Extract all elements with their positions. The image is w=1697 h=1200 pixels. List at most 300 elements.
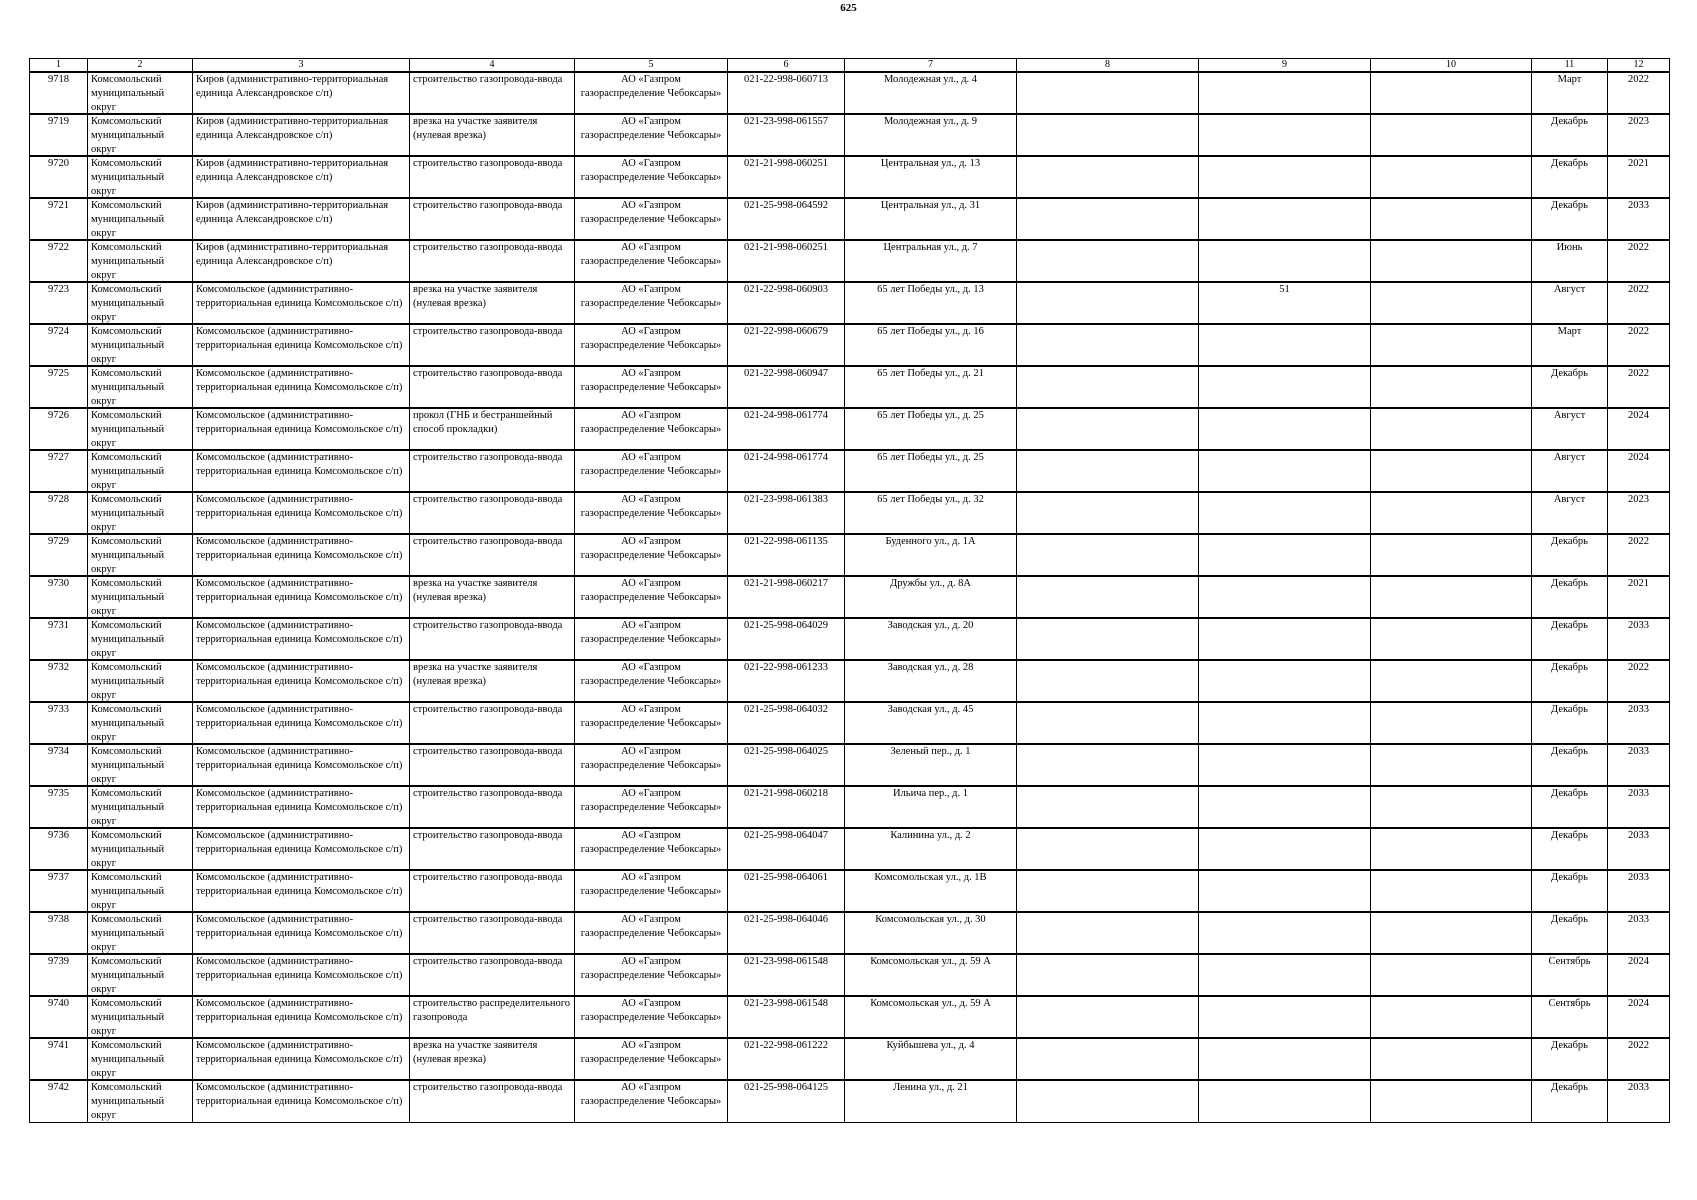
record-number-cell-text: 9730 — [48, 578, 69, 589]
address-cell-text: Буденного ул., д. 1А — [885, 536, 976, 547]
organization-cell-text: АО «Газпром газораспределение Чебоксары» — [580, 284, 722, 309]
organization-cell-text: АО «Газпром газораспределение Чебоксары» — [580, 410, 722, 435]
work-type-cell — [410, 702, 575, 744]
month-cell-text: Декабрь — [1551, 1082, 1588, 1093]
work-type-cell-text: строительство газопровода-ввода — [413, 1082, 563, 1093]
district-cell-text: Комсомольский муниципальный округ — [91, 326, 165, 365]
address-cell — [845, 702, 1017, 744]
month-cell-text: Декабрь — [1551, 158, 1588, 169]
work-type-cell-text: строительство газопровода-ввода — [413, 494, 563, 505]
application-number-cell-text: 021-23-998-061383 — [744, 494, 828, 505]
column-header: 12 — [1608, 59, 1670, 73]
address-cell — [845, 156, 1017, 198]
month-cell — [1532, 198, 1608, 240]
work-type-cell — [410, 492, 575, 534]
year-cell-text: 2022 — [1628, 662, 1649, 673]
work-type-cell-text: строительство газопровода-ввода — [413, 788, 563, 799]
column-8-cell — [1017, 786, 1199, 828]
month-cell — [1532, 366, 1608, 408]
settlement-cell — [193, 954, 410, 996]
organization-cell-text: АО «Газпром газораспределение Чебоксары» — [580, 872, 722, 897]
year-cell-text: 2022 — [1628, 368, 1649, 379]
address-cell — [845, 744, 1017, 786]
month-cell-text: Декабрь — [1551, 536, 1588, 547]
district-cell-text: Комсомольский муниципальный округ — [91, 410, 165, 449]
organization-cell — [575, 408, 728, 450]
district-cell — [88, 114, 193, 156]
column-10-cell — [1371, 324, 1532, 366]
work-type-cell — [410, 618, 575, 660]
record-number-cell — [30, 282, 88, 324]
district-cell — [88, 450, 193, 492]
organization-cell — [575, 744, 728, 786]
column-9-cell — [1199, 660, 1371, 702]
year-cell — [1608, 72, 1670, 114]
application-number-cell-text: 021-25-998-064025 — [744, 746, 828, 757]
work-type-cell-text: строительство газопровода-ввода — [413, 872, 563, 883]
record-number-cell — [30, 996, 88, 1038]
year-cell — [1608, 702, 1670, 744]
settlement-cell — [193, 744, 410, 786]
settlement-cell — [193, 492, 410, 534]
column-9-cell — [1199, 282, 1371, 324]
column-9-cell — [1199, 996, 1371, 1038]
year-cell-text: 2022 — [1628, 536, 1649, 547]
application-number-cell-text: 021-25-998-064125 — [744, 1082, 828, 1093]
year-cell-text: 2033 — [1628, 788, 1649, 799]
district-cell-text: Комсомольский муниципальный округ — [91, 662, 165, 701]
organization-cell — [575, 366, 728, 408]
work-type-cell — [410, 408, 575, 450]
organization-cell-text: АО «Газпром газораспределение Чебоксары» — [580, 746, 722, 771]
address-cell-text: 65 лет Победы ул., д. 25 — [877, 410, 984, 421]
work-type-cell — [410, 828, 575, 870]
application-number-cell — [728, 72, 845, 114]
application-number-cell-text: 021-23-998-061548 — [744, 998, 828, 1009]
year-cell-text: 2033 — [1628, 914, 1649, 925]
month-cell — [1532, 576, 1608, 618]
column-header: 1 — [30, 59, 88, 73]
column-10-cell — [1371, 450, 1532, 492]
table-row — [30, 618, 1670, 660]
year-cell-text: 2023 — [1628, 494, 1649, 505]
district-cell — [88, 324, 193, 366]
column-8-cell — [1017, 1080, 1199, 1122]
month-cell — [1532, 240, 1608, 282]
record-number-cell — [30, 744, 88, 786]
settlement-cell — [193, 408, 410, 450]
record-number-cell-text: 9740 — [48, 998, 69, 1009]
organization-cell-text: АО «Газпром газораспределение Чебоксары» — [580, 494, 722, 519]
work-type-cell — [410, 870, 575, 912]
record-number-cell — [30, 450, 88, 492]
application-number-cell-text: 021-25-998-064061 — [744, 872, 828, 883]
district-cell-text: Комсомольский муниципальный округ — [91, 620, 165, 659]
organization-cell — [575, 618, 728, 660]
year-cell — [1608, 198, 1670, 240]
address-cell — [845, 366, 1017, 408]
organization-cell-text: АО «Газпром газораспределение Чебоксары» — [580, 452, 722, 477]
settlement-cell-text: Комсомольское (административно-территориальная единица Комсомольское с/п) — [196, 704, 403, 729]
record-number-cell — [30, 324, 88, 366]
work-type-cell — [410, 954, 575, 996]
district-cell — [88, 828, 193, 870]
month-cell-text: Декабрь — [1551, 662, 1588, 673]
application-number-cell-text: 021-22-998-061233 — [744, 662, 828, 673]
record-number-cell — [30, 534, 88, 576]
work-type-cell — [410, 72, 575, 114]
table-body — [30, 72, 1670, 1122]
month-cell — [1532, 1080, 1608, 1122]
district-cell — [88, 744, 193, 786]
column-10-cell — [1371, 744, 1532, 786]
record-number-cell — [30, 72, 88, 114]
organization-cell — [575, 198, 728, 240]
column-8-cell — [1017, 240, 1199, 282]
month-cell-text: Декабрь — [1551, 1040, 1588, 1051]
table-row — [30, 282, 1670, 324]
address-cell — [845, 870, 1017, 912]
record-number-cell-text: 9728 — [48, 494, 69, 505]
organization-cell-text: АО «Газпром газораспределение Чебоксары» — [580, 578, 722, 603]
work-type-cell — [410, 198, 575, 240]
settlement-cell — [193, 660, 410, 702]
column-8-cell — [1017, 366, 1199, 408]
address-cell — [845, 996, 1017, 1038]
address-cell-text: Центральная ул., д. 13 — [880, 158, 981, 169]
address-cell — [845, 450, 1017, 492]
district-cell-text: Комсомольский муниципальный округ — [91, 74, 165, 113]
column-8-cell — [1017, 198, 1199, 240]
column-header: 10 — [1371, 59, 1532, 73]
record-number-cell-text: 9733 — [48, 704, 69, 715]
year-cell-text: 2021 — [1628, 158, 1649, 169]
column-10-cell — [1371, 114, 1532, 156]
column-10-cell — [1371, 1080, 1532, 1122]
month-cell-text: Декабрь — [1551, 368, 1588, 379]
work-type-cell-text: строительство газопровода-ввода — [413, 914, 563, 925]
settlement-cell-text: Комсомольское (административно-территориальная единица Комсомольское с/п) — [196, 872, 403, 897]
address-cell — [845, 408, 1017, 450]
month-cell — [1532, 618, 1608, 660]
organization-cell — [575, 870, 728, 912]
column-9-cell — [1199, 786, 1371, 828]
work-type-cell — [410, 786, 575, 828]
month-cell-text: Август — [1553, 284, 1586, 295]
record-number-cell — [30, 1038, 88, 1080]
column-9-cell-text: 51 — [1279, 284, 1290, 295]
year-cell-text: 2024 — [1628, 410, 1649, 421]
settlement-cell — [193, 114, 410, 156]
organization-cell — [575, 534, 728, 576]
column-9-cell — [1199, 114, 1371, 156]
month-cell-text: Август — [1553, 494, 1586, 505]
organization-cell — [575, 954, 728, 996]
organization-cell-text: АО «Газпром газораспределение Чебоксары» — [580, 116, 722, 141]
settlement-cell — [193, 240, 410, 282]
column-header: 6 — [728, 59, 845, 73]
column-8-cell — [1017, 996, 1199, 1038]
table-row — [30, 996, 1670, 1038]
application-number-cell-text: 021-22-998-060947 — [744, 368, 828, 379]
column-9-cell — [1199, 870, 1371, 912]
table-row — [30, 72, 1670, 114]
record-number-cell-text: 9720 — [48, 158, 69, 169]
column-9-cell — [1199, 954, 1371, 996]
record-number-cell-text: 9742 — [48, 1082, 69, 1093]
record-number-cell-text: 9731 — [48, 620, 69, 631]
year-cell — [1608, 1080, 1670, 1122]
settlement-cell — [193, 912, 410, 954]
record-number-cell — [30, 576, 88, 618]
record-number-cell — [30, 492, 88, 534]
organization-cell-text: АО «Газпром газораспределение Чебоксары» — [580, 830, 722, 855]
month-cell-text: Март — [1557, 326, 1582, 337]
year-cell-text: 2024 — [1628, 956, 1649, 967]
month-cell-text: Декабрь — [1551, 620, 1588, 631]
work-type-cell-text: прокол (ГНБ и бестраншейный способ прокладки) — [413, 410, 553, 435]
month-cell-text: Декабрь — [1551, 116, 1588, 127]
work-type-cell — [410, 912, 575, 954]
settlement-cell-text: Комсомольское (административно-территориальная единица Комсомольское с/п) — [196, 1082, 403, 1107]
district-cell — [88, 576, 193, 618]
column-10-cell — [1371, 996, 1532, 1038]
month-cell — [1532, 324, 1608, 366]
month-cell — [1532, 282, 1608, 324]
application-number-cell — [728, 996, 845, 1038]
table-row — [30, 114, 1670, 156]
column-10-cell — [1371, 702, 1532, 744]
work-type-cell-text: строительство газопровода-ввода — [413, 956, 563, 967]
work-type-cell — [410, 450, 575, 492]
settlement-cell-text: Комсомольское (административно-территориальная единица Комсомольское с/п) — [196, 452, 403, 477]
settlement-cell — [193, 198, 410, 240]
application-number-cell — [728, 870, 845, 912]
application-number-cell — [728, 576, 845, 618]
record-number-cell-text: 9735 — [48, 788, 69, 799]
table-row — [30, 450, 1670, 492]
column-8-cell — [1017, 324, 1199, 366]
address-cell — [845, 534, 1017, 576]
month-cell — [1532, 450, 1608, 492]
settlement-cell-text: Комсомольское (административно-территориальная единица Комсомольское с/п) — [196, 410, 403, 435]
district-cell-text: Комсомольский муниципальный округ — [91, 746, 165, 785]
record-number-cell-text: 9718 — [48, 74, 69, 85]
organization-cell-text: АО «Газпром газораспределение Чебоксары» — [580, 326, 722, 351]
organization-cell — [575, 786, 728, 828]
district-cell — [88, 1080, 193, 1122]
month-cell — [1532, 408, 1608, 450]
record-number-cell — [30, 954, 88, 996]
district-cell — [88, 408, 193, 450]
organization-cell-text: АО «Газпром газораспределение Чебоксары» — [580, 74, 722, 99]
work-type-cell — [410, 534, 575, 576]
month-cell — [1532, 996, 1608, 1038]
month-cell-text: Август — [1553, 452, 1586, 463]
settlement-cell — [193, 828, 410, 870]
settlement-cell — [193, 786, 410, 828]
settlement-cell — [193, 366, 410, 408]
record-number-cell-text: 9736 — [48, 830, 69, 841]
year-cell — [1608, 324, 1670, 366]
application-number-cell-text: 021-25-998-064592 — [744, 200, 828, 211]
application-number-cell-text: 021-25-998-064032 — [744, 704, 828, 715]
address-cell-text: Молодежная ул., д. 4 — [883, 74, 978, 85]
settlement-cell — [193, 702, 410, 744]
application-number-cell-text: 021-22-998-060903 — [744, 284, 828, 295]
year-cell — [1608, 156, 1670, 198]
address-cell — [845, 1080, 1017, 1122]
application-number-cell-text: 021-23-998-061548 — [744, 956, 828, 967]
organization-cell — [575, 1038, 728, 1080]
year-cell — [1608, 912, 1670, 954]
data-table — [29, 58, 1670, 1123]
month-cell — [1532, 114, 1608, 156]
record-number-cell-text: 9726 — [48, 410, 69, 421]
organization-cell — [575, 450, 728, 492]
work-type-cell-text: строительство газопровода-ввода — [413, 536, 563, 547]
record-number-cell — [30, 408, 88, 450]
address-cell-text: Комсомольская ул., д. 30 — [875, 914, 986, 925]
work-type-cell-text: врезка на участке заявителя (нулевая врезка) — [413, 662, 538, 687]
record-number-cell — [30, 114, 88, 156]
work-type-cell — [410, 324, 575, 366]
settlement-cell-text: Комсомольское (административно-территориальная единица Комсомольское с/п) — [196, 578, 403, 603]
month-cell — [1532, 744, 1608, 786]
application-number-cell — [728, 198, 845, 240]
address-cell-text: Ильича пер., д. 1 — [892, 788, 969, 799]
district-cell — [88, 1038, 193, 1080]
column-9-cell — [1199, 1080, 1371, 1122]
column-10-cell — [1371, 786, 1532, 828]
district-cell-text: Комсомольский муниципальный округ — [91, 998, 165, 1037]
application-number-cell — [728, 618, 845, 660]
work-type-cell-text: строительство газопровода-ввода — [413, 242, 563, 253]
district-cell — [88, 912, 193, 954]
column-8-cell — [1017, 492, 1199, 534]
district-cell — [88, 282, 193, 324]
column-9-cell — [1199, 534, 1371, 576]
organization-cell-text: АО «Газпром газораспределение Чебоксары» — [580, 788, 722, 813]
record-number-cell — [30, 618, 88, 660]
address-cell-text: 65 лет Победы ул., д. 32 — [877, 494, 984, 505]
column-8-cell — [1017, 156, 1199, 198]
month-cell — [1532, 954, 1608, 996]
column-9-cell — [1199, 366, 1371, 408]
district-cell — [88, 660, 193, 702]
district-cell — [88, 492, 193, 534]
year-cell — [1608, 954, 1670, 996]
month-cell-text: Март — [1557, 74, 1582, 85]
year-cell — [1608, 1038, 1670, 1080]
table-row — [30, 534, 1670, 576]
district-cell-text: Комсомольский муниципальный округ — [91, 872, 165, 911]
settlement-cell — [193, 156, 410, 198]
record-number-cell-text: 9724 — [48, 326, 69, 337]
month-cell — [1532, 870, 1608, 912]
year-cell — [1608, 450, 1670, 492]
year-cell — [1608, 240, 1670, 282]
settlement-cell-text: Киров (административно-территориальная единица Александровское с/п) — [196, 200, 389, 225]
settlement-cell-text: Комсомольское (административно-территориальная единица Комсомольское с/п) — [196, 1040, 403, 1065]
year-cell — [1608, 996, 1670, 1038]
application-number-cell — [728, 786, 845, 828]
district-cell — [88, 156, 193, 198]
application-number-cell — [728, 828, 845, 870]
settlement-cell-text: Комсомольское (административно-территориальная единица Комсомольское с/п) — [196, 830, 403, 855]
district-cell — [88, 534, 193, 576]
column-8-cell — [1017, 114, 1199, 156]
work-type-cell-text: строительство газопровода-ввода — [413, 830, 563, 841]
column-10-cell — [1371, 156, 1532, 198]
year-cell-text: 2033 — [1628, 620, 1649, 631]
column-8-cell — [1017, 1038, 1199, 1080]
column-9-cell — [1199, 156, 1371, 198]
organization-cell — [575, 996, 728, 1038]
address-cell — [845, 912, 1017, 954]
organization-cell — [575, 240, 728, 282]
address-cell-text: Центральная ул., д. 31 — [880, 200, 981, 211]
application-number-cell-text: 021-21-998-060251 — [744, 242, 828, 253]
work-type-cell-text: строительство газопровода-ввода — [413, 368, 563, 379]
settlement-cell-text: Комсомольское (административно-территориальная единица Комсомольское с/п) — [196, 746, 403, 771]
month-cell-text: Декабрь — [1551, 578, 1588, 589]
table-row — [30, 156, 1670, 198]
record-number-cell-text: 9719 — [48, 116, 69, 127]
table-row — [30, 366, 1670, 408]
work-type-cell-text: врезка на участке заявителя (нулевая врезка) — [413, 116, 538, 141]
record-number-cell-text: 9739 — [48, 956, 69, 967]
year-cell-text: 2022 — [1628, 326, 1649, 337]
column-9-cell — [1199, 198, 1371, 240]
application-number-cell-text: 021-25-998-064047 — [744, 830, 828, 841]
district-cell — [88, 240, 193, 282]
district-cell — [88, 702, 193, 744]
column-8-cell — [1017, 282, 1199, 324]
application-number-cell — [728, 954, 845, 996]
work-type-cell — [410, 1080, 575, 1122]
district-cell — [88, 954, 193, 996]
year-cell — [1608, 744, 1670, 786]
work-type-cell-text: строительство распределительного газопровода — [413, 998, 571, 1023]
record-number-cell — [30, 912, 88, 954]
work-type-cell-text: строительство газопровода-ввода — [413, 326, 563, 337]
column-header: 8 — [1017, 59, 1199, 73]
table-row — [30, 660, 1670, 702]
column-9-cell — [1199, 324, 1371, 366]
record-number-cell-text: 9734 — [48, 746, 69, 757]
year-cell — [1608, 366, 1670, 408]
record-number-cell — [30, 1080, 88, 1122]
settlement-cell-text: Комсомольское (административно-территориальная единица Комсомольское с/п) — [196, 956, 403, 981]
organization-cell — [575, 324, 728, 366]
month-cell-text: Декабрь — [1551, 788, 1588, 799]
month-cell-text: Июнь — [1556, 242, 1583, 253]
column-9-cell — [1199, 72, 1371, 114]
work-type-cell-text: строительство газопровода-ввода — [413, 158, 563, 169]
settlement-cell-text: Комсомольское (административно-территориальная единица Комсомольское с/п) — [196, 368, 403, 393]
table-row — [30, 492, 1670, 534]
month-cell — [1532, 492, 1608, 534]
column-9-cell — [1199, 1038, 1371, 1080]
column-8-cell — [1017, 576, 1199, 618]
column-10-cell — [1371, 1038, 1532, 1080]
settlement-cell — [193, 72, 410, 114]
application-number-cell — [728, 408, 845, 450]
record-number-cell-text: 9741 — [48, 1040, 69, 1051]
record-number-cell — [30, 240, 88, 282]
district-cell-text: Комсомольский муниципальный округ — [91, 956, 165, 995]
